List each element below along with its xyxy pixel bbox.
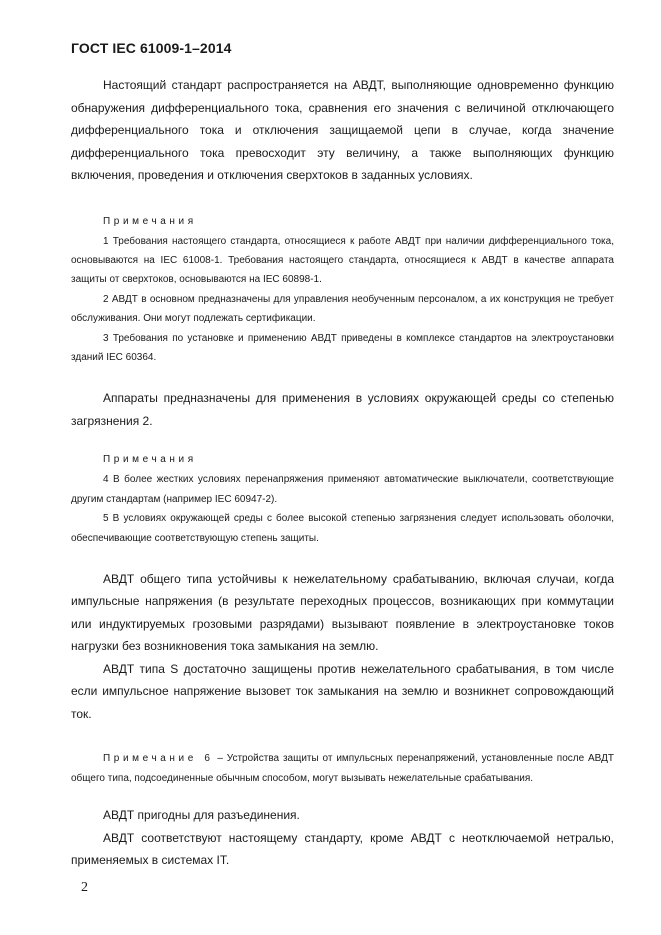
note-1: 1 Требования настоящего стандарта, относящиеся к работе АВДТ при наличии дифференциального тока, основываются на IEC 61008-1. Требования настоящего стандарта, относящиеся к АВДТ в качестве аппарата защиты от сверхтоков, основываются на IEC 60898-1. xyxy=(71,235,614,286)
paragraph-general-type: АВДТ общего типа устойчивы к нежелательному срабатыванию, включая случаи, когда импульсные напряжения (в результате переходных процессов, возникающих при коммутации или индуктируемых грозовыми разрядами) вызывают появление в электроустановке токов нагрузки без возникновения тока замыкания на землю. xyxy=(71,571,614,654)
note-6-heading: Примечание 6 xyxy=(103,753,214,765)
paragraph-type-s: АВДТ типа S достаточно защищены против нежелательного срабатывания, в том числе если импульсное напряжение вызовет ток замыкания на землю и возникнет сопровождающий ток. xyxy=(71,661,614,721)
note-5: 5 В условиях окружающей среды с более высокой степенью загрязнения следует использовать оболочки, обеспечивающие соответствующую степень защиты. xyxy=(71,513,614,544)
document-header: ГОСТ IEC 61009-1–2014 xyxy=(71,40,232,56)
document-body xyxy=(71,74,614,872)
note-6-text: – Устройства защиты от импульсных перенапряжений, установленные после АВДТ общего типа, подсоединенные обычным способом, могут вызывать нежелательные срабатывания. xyxy=(71,753,615,784)
page-number: 2 xyxy=(81,880,88,895)
note-4: 4 В более жестких условиях перенапряжения применяют автоматические выключатели, соответствующие другим стандартам (например IEC 60947-2). xyxy=(71,474,614,505)
note-6 xyxy=(71,749,614,788)
notes-heading: Примечания xyxy=(103,454,197,466)
notes-heading: Примечания xyxy=(103,215,197,227)
note-3: 3 Требования по установке и применению АВДТ приведены в комплексе стандартов на электроустановки зданий IEC 60364. xyxy=(71,332,614,363)
paragraph-it-systems: АВДТ соответствуют настоящему стандарту, кроме АВДТ с неотключаемой нетралью, применяемых в системах IT. xyxy=(71,830,614,868)
paragraph-scope: Настоящий стандарт распространяется на АВДТ, выполняющие одновременно функцию обнаружения дифференциального тока, сравнения его значения с величиной отключающего дифференциального тока и отключения защищаемой цепи в случае, когда значение дифференциального тока превосходит эту величину, а также выполняющих функцию включения, проведения и отключения сверхтоков в заданных условиях. xyxy=(71,78,614,182)
note-2: 2 АВДТ в основном предназначены для управления необученным персоналом, а их конструкция не требует обслуживания. Они могут подлежать сертификации. xyxy=(71,293,614,325)
paragraph-pollution: Аппараты предназначены для применения в условиях окружающей среды со степенью загрязнения 2. xyxy=(71,391,614,428)
paragraph-isolation: АВДТ пригодны для разъединения. xyxy=(103,808,300,823)
